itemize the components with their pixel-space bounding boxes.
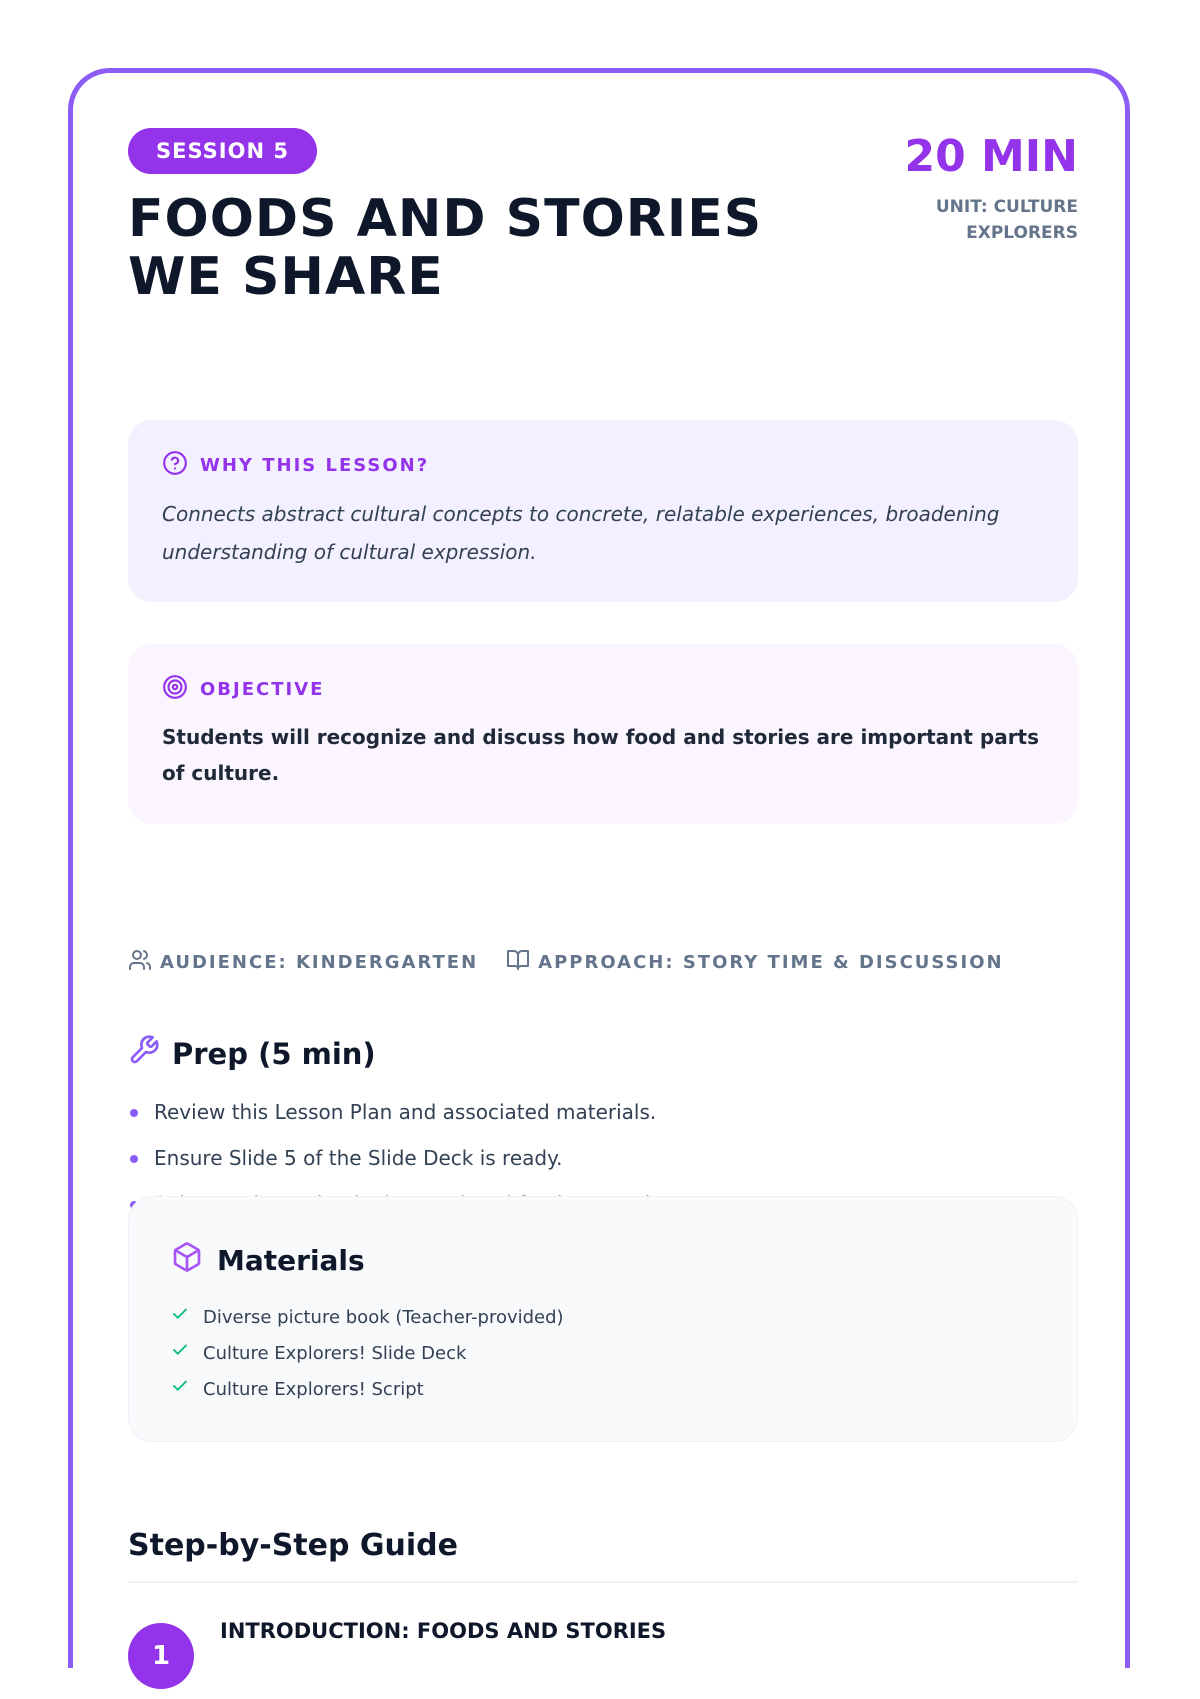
duration-label: 20 MIN: [904, 131, 1078, 182]
prep-item: Review this Lesson Plan and associated materials.: [128, 1089, 1078, 1135]
approach-meta: [506, 948, 1003, 977]
session-badge: SESSION 5: [128, 128, 317, 174]
audience-label: AUDIENCE: KINDERGARTEN: [160, 952, 479, 973]
why-heading: [162, 450, 1044, 481]
check-icon: [171, 1336, 189, 1372]
materials-title-label: Materials: [217, 1244, 365, 1277]
check-icon: [171, 1300, 189, 1336]
prep-title-label: Prep (5 min): [172, 1036, 376, 1071]
audience-meta: [128, 948, 478, 977]
material-label: Diverse picture book (Teacher-provided): [203, 1307, 564, 1328]
material-item: [171, 1372, 1035, 1408]
approach-label: APPROACH: STORY TIME & DISCUSSION: [538, 952, 1004, 973]
material-label: Culture Explorers! Script: [203, 1379, 424, 1400]
step-guide-section: [128, 1528, 1078, 1699]
package-icon: [171, 1241, 203, 1280]
lesson-card-content: [128, 128, 1078, 1671]
material-item: [171, 1300, 1035, 1336]
step-guide-title: Step-by-Step Guide: [128, 1528, 1078, 1583]
material-item: [171, 1336, 1035, 1372]
material-label: Culture Explorers! Slide Deck: [203, 1343, 467, 1364]
lesson-header: [128, 128, 1078, 378]
lesson-card: [68, 68, 1130, 1671]
wrench-icon: [128, 1034, 160, 1073]
step-item: [128, 1619, 1078, 1699]
why-heading-label: WHY THIS LESSON?: [200, 455, 430, 476]
question-circle-icon: [162, 450, 188, 481]
step-number: 1: [128, 1623, 194, 1689]
why-this-lesson-panel: [128, 420, 1078, 602]
materials-title: [171, 1241, 1035, 1280]
materials-list: [171, 1300, 1035, 1408]
objective-panel: [128, 644, 1078, 824]
materials-panel: [128, 1196, 1078, 1442]
unit-label: UNIT: CULTURE EXPLORERS: [935, 197, 1078, 243]
step-title: INTRODUCTION: FOODS AND STORIES: [220, 1619, 667, 1643]
prep-title: [128, 1034, 1078, 1073]
users-icon: [128, 948, 152, 977]
book-open-icon: [506, 948, 530, 977]
prep-item: Ensure Slide 5 of the Slide Deck is ready.: [128, 1135, 1078, 1181]
check-icon: [171, 1372, 189, 1408]
target-icon: [162, 674, 188, 705]
lesson-title: FOODS AND STORIES WE SHARE: [128, 189, 763, 307]
objective-text: Students will recognize and discuss how food and stories are important parts of culture.: [162, 725, 1040, 785]
objective-heading-label: OBJECTIVE: [200, 679, 325, 700]
objective-heading: [162, 674, 1044, 705]
why-text: Connects abstract cultural concepts to concrete, relatable experiences, broadening understanding of cultural expression.: [162, 502, 1000, 564]
lesson-meta: [128, 948, 1078, 977]
